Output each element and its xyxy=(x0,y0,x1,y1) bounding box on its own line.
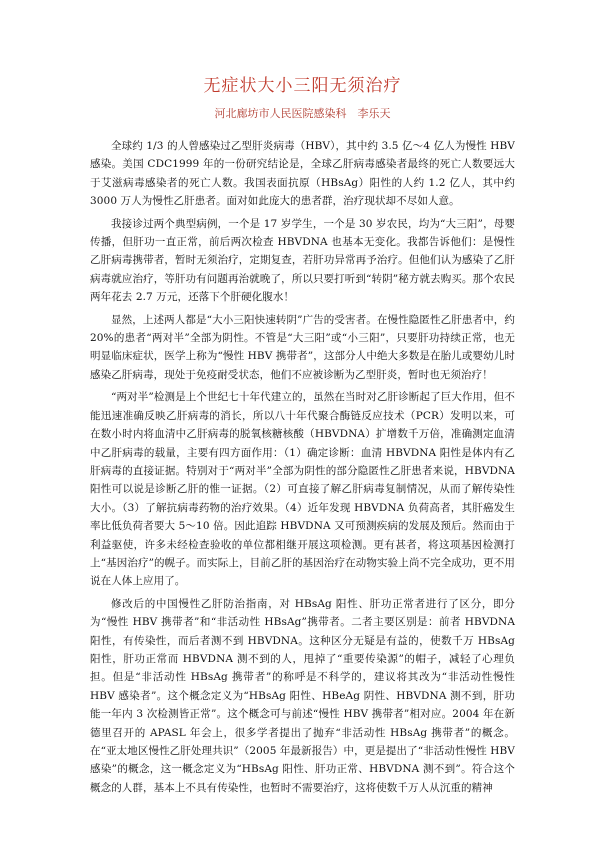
article-body xyxy=(90,137,515,797)
paragraph: 显然，上述两人都是“大小三阳快速转阴”广告的受害者。在慢性隐匿性乙肝患者中，约 20%的患者“两对半”全部为阴性。不管是“大三阳”或“小三阳”，只要肝功持续正常，也无明显临床症状，医学上称为“慢性 HBV 携带者”，这部分人中绝大多数是在胎儿或婴幼儿时感染乙肝病毒，现处于免疫耐受状态，他们不应被诊断为乙型肝炎，暂时也无须治疗！ xyxy=(90,313,515,381)
article-title: 无症状大小三阳无须治疗 xyxy=(203,76,402,96)
paragraph: 修改后的中国慢性乙肝防治指南，对 HBsAg 阳性、肝功正常者进行了区分，即分为“慢性 HBV 携带者”和“非活动性 HBsAg”携带者。二者主要区别是：前者 HBVDNA 阳性，有传染性，而后者测不到 HBVDNA。这种区分无疑是有益的，使数千万 HBsAg 阳性，肝功正常而 HBVDNA 测不到的人，甩掉了“重要传染源”的帽子，减轻了心理负担。但是“非活动性 HBsAg 携带者”的称呼是不科学的，建议将其改为“非活动性慢性 HBV 感染者”。这个概念定义为“HBsAg 阳性、HBeAg 阴性、HBVDNA 测不到，肝功能一年内 3 次检测皆正常”。这个概念可与前述“慢性 HBV 携带者”相对应。2004 年在新德里召开的 APASL 年会上，很多学者提出了抛弃“非活动性 HBsAg 携带者”的概念。在“亚太地区慢性乙肝处理共识”（2005 年最新报告）中，更是提出了“非活动性慢性 HBV 感染”的概念，这一概念定义为“HBsAg 阳性、肝功正常、HBVDNA 测不到”。符合这个概念的人群，基本上不具有传染性，也暂时不需要治疗，这将使数千万人从沉重的精神 xyxy=(90,597,515,794)
paragraph: 我接诊过两个典型病例，一个是 17 岁学生，一个是 30 岁农民，均为“大三阳”，母婴传播，但肝功一直正常，前后两次检查 HBVDNA 也基本无变化。我都告诉他们：是慢性乙肝病毒携带者，暂时无须治疗，定期复查，若肝功异常再予治疗。但他们认为感染了乙肝病毒就应治疗，等肝功有问题再治就晚了，所以只要打听到“转阴”秘方就去购买。那个农民两年花去 2.7 万元，还落下个肝硬化腹水！ xyxy=(90,217,515,304)
author-byline: 河北廊坊市人民医院感染科 李乐天 xyxy=(214,107,391,120)
paragraph: “两对半”检测是上个世纪七十年代建立的，虽然在当时对乙肝诊断起了巨大作用，但不能迅速准确反映乙肝病毒的消长，所以八十年代聚合酶链反应技术（PCR）发明以来，可在数小时内将血清中乙肝病毒的脱氧核糖核酸（HBVDNA）扩增数千万倍，准确测定血清中乙肝病毒的载量，主要有四方面作用：（1）确定诊断：血清 HBVDNA 阳性是体内有乙肝病毒的直接证据。特别对于“两对半”全部为阴性的部分隐匿性乙肝患者来说，HBVDNA 阳性可以说是诊断乙肝的惟一证据。（2）可直接了解乙肝病毒复制情况，从而了解传染性大小。（3）了解抗病毒药物的治疗效果。（4）近年发现 HBVDNA 负荷高者，其肝癌发生率比低负荷者要大 5～10 倍。因此追踪 HBVDNA 又可预测疾病的发展及预后。然而由于利益驱使，许多未经检查验收的单位都相继开展这项检测。更有甚者，将这项基因检测打上“基因治疗”的幌子。而实际上，目前乙肝的基因治疗在动物实验上尚不完全成功，更不用说在人体上应用了。 xyxy=(90,391,515,588)
article-page xyxy=(90,75,515,801)
paragraph: 全球约 1/3 的人曾感染过乙型肝炎病毒（HBV），其中约 3.5 亿～4 亿人为慢性 HBV 感染。美国 CDC1999 年的一份研究结论是，全球乙肝病毒感染者最终的死亡人数要远大于艾滋病毒感染者的死亡人数。我国表面抗原（HBsAg）阳性的人约 1.2 亿人，其中约 3000 万人为慢性乙肝患者。面对如此庞大的患者群，治疗现状却不尽如人意。 xyxy=(90,140,515,208)
